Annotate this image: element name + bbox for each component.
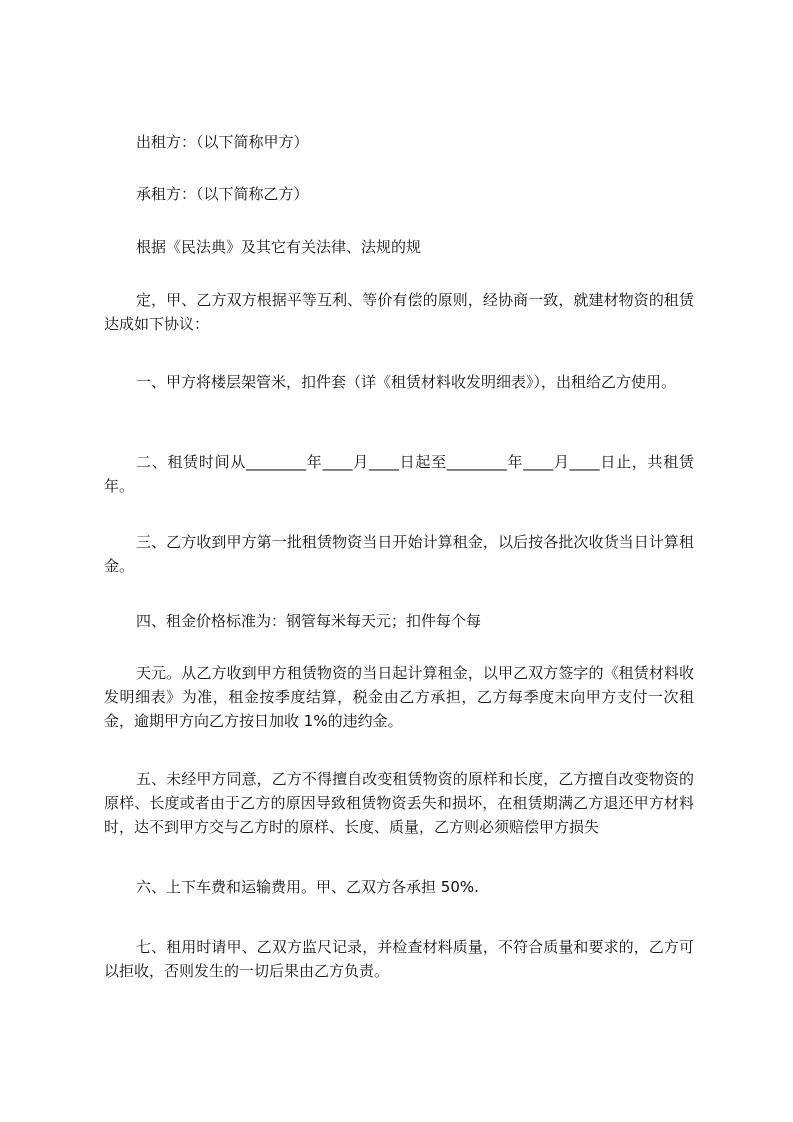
clause-1: 一、甲方将楼层架管米，扣件套（详《租赁材料收发明细表》），出租给乙方使用。 bbox=[136, 373, 677, 391]
clause-6: 六、上下车费和运输费用。甲、乙双方各承担 50%. bbox=[136, 878, 479, 896]
clause-3: 三、乙方收到甲方第一批租赁物资当日开始计算租金，以后按各批次收货当日计算租金。 bbox=[104, 533, 694, 575]
clause-5: 五、未经甲方同意，乙方不得擅自改变租赁物资的原样和长度，乙方擅自改变物资的原样、长度或者由于乙方的原因导致租赁物资丢失和损坏，在租赁期满乙方退还甲方材料时，达不到甲方交与乙方时的原样、长度、质量，乙方则必须赔偿甲方损失 bbox=[104, 770, 694, 836]
clause-4-continuation: 天元。从乙方收到甲方租赁物资的当日起计算租金，以甲乙双方签字的《租赁材料收发明细表》为准，租金按季度结算，税金由乙方承担，乙方每季度末向甲方支付一次租金，逾期甲方向乙方按日加收 1%的违约金。 bbox=[104, 664, 694, 730]
clause-2: 二、租赁时间从________年____月____日起至________年____月____日止，共租赁年。 bbox=[104, 453, 694, 495]
lessee-line: 承租方：（以下简称乙方） bbox=[136, 185, 309, 203]
basis-continuation: 定，甲、乙方双方根据平等互利、等价有偿的原则，经协商一致，就建材物资的租赁达成如下协议： bbox=[104, 291, 694, 333]
clause-7: 七、租用时请甲、乙双方监尺记录，并检查材料质量，不符合质量和要求的，乙方可以拒收，否则发生的一切后果由乙方负责。 bbox=[104, 938, 694, 980]
lessor-line: 出租方：（以下简称甲方） bbox=[136, 133, 309, 151]
basis-line: 根据《民法典》及其它有关法律、法规的规 bbox=[136, 238, 422, 256]
clause-4: 四、租金价格标准为：钢管每米每天元；扣件每个每 bbox=[136, 612, 482, 630]
